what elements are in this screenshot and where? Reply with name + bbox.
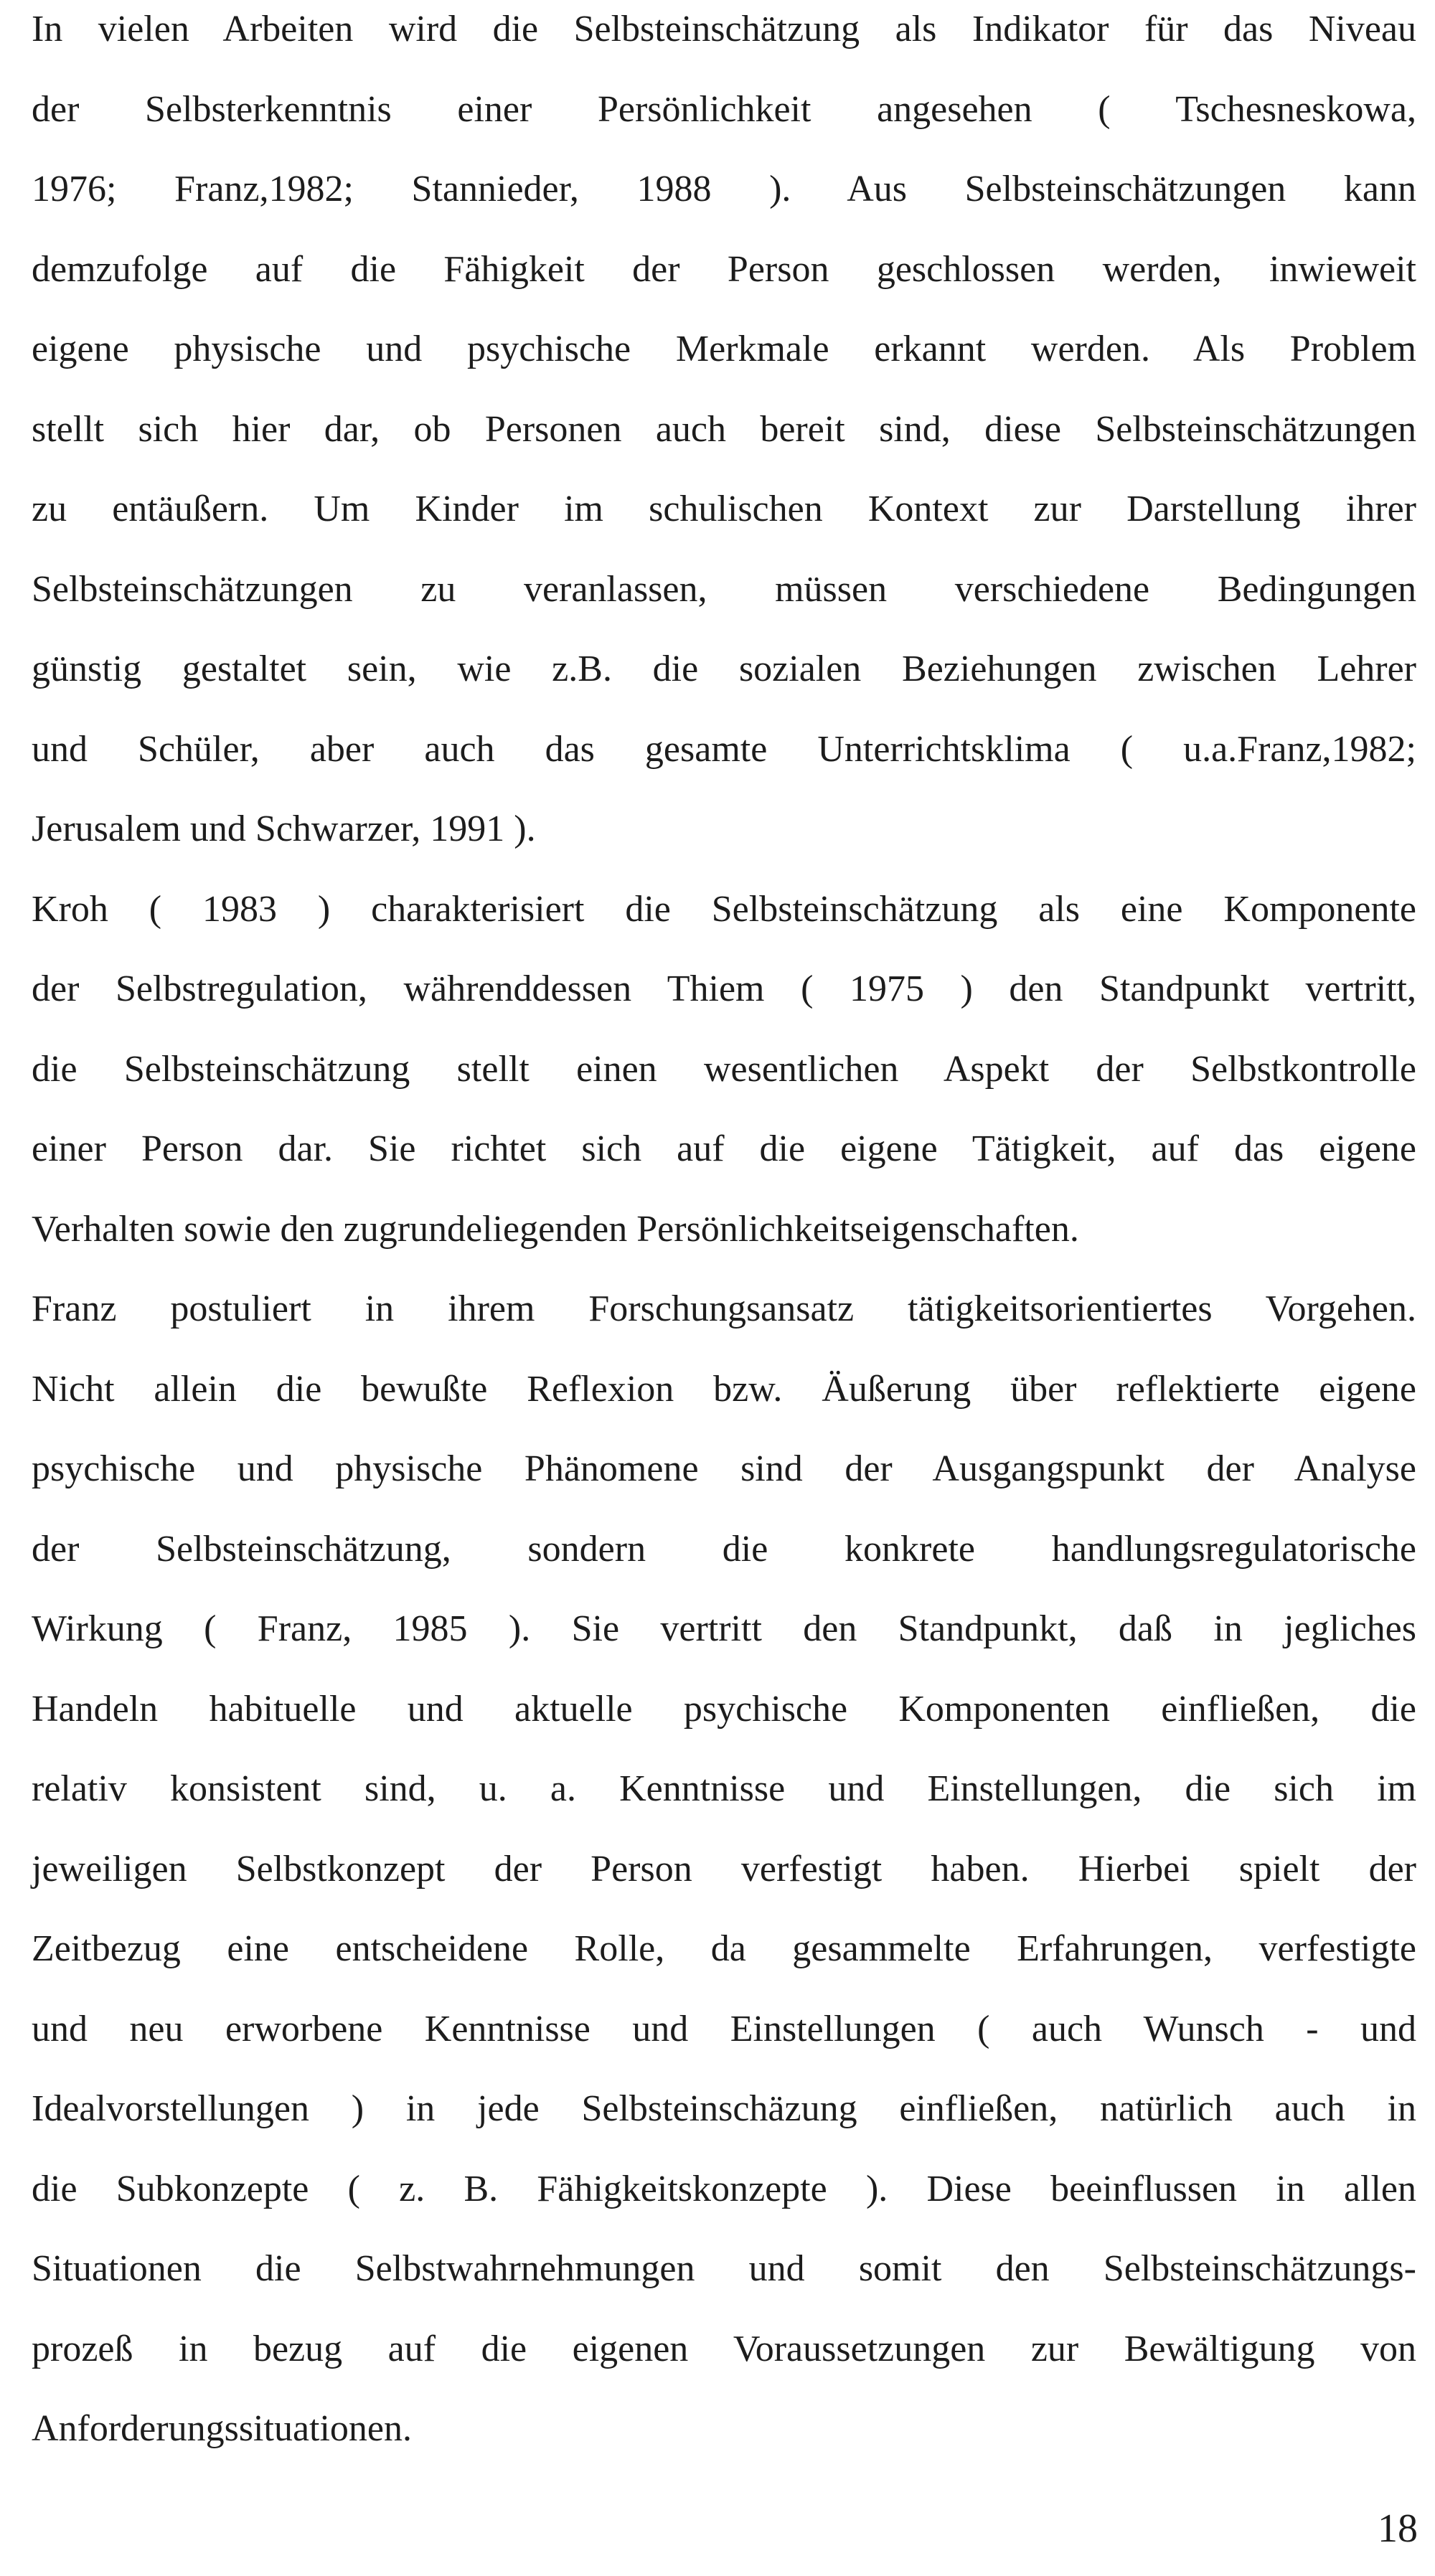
text-line: demzufolge auf die Fähigkeit der Person geschlossen werden, inwieweit xyxy=(32,248,1416,290)
text-line: psychische und physische Phänomene sind der Ausgangspunkt der Analyse xyxy=(32,1448,1416,1489)
paragraph xyxy=(32,0,1416,880)
text-line: jeweiligen Selbstkonzept der Person verfestigt haben. Hierbei spielt der xyxy=(32,1848,1416,1889)
text-line: 1976; Franz,1982; Stannieder, 1988 ). Aus Selbsteinschätzungen kann xyxy=(32,169,1416,209)
text-line: In vielen Arbeiten wird die Selbsteinschätzung als Indikator für das Niveau xyxy=(32,9,1416,49)
text-line: die Selbsteinschätzung stellt einen wesentlichen Aspekt der Selbstkontrolle xyxy=(32,1048,1416,1090)
text-line: und Schüler, aber auch das gesamte Unterrichtsklima ( u.a.Franz,1982; xyxy=(32,728,1416,770)
text-line: eigene physische und psychische Merkmale erkannt werden. Als Problem xyxy=(32,329,1416,369)
paragraph xyxy=(32,880,1416,1280)
text-line: Situationen die Selbstwahrnehmungen und somit den Selbsteinschätzungs- xyxy=(32,2248,1416,2289)
text-line: der Selbstregulation, währenddessen Thiem ( 1975 ) den Standpunkt vertritt, xyxy=(32,968,1416,1009)
text-line: Idealvorstellungen ) in jede Selbsteinschäzung einfließen, natürlich auch in xyxy=(32,2088,1416,2129)
text-line: stellt sich hier dar, ob Personen auch bereit sind, diese Selbsteinschätzungen xyxy=(32,408,1416,450)
paragraph xyxy=(32,1280,1416,2480)
text-line: Wirkung ( Franz, 1985 ). Sie vertritt den Standpunkt, daß in jegliches xyxy=(32,1608,1416,1649)
text-line: Verhalten sowie den zugrundeliegenden Persönlichkeitseigenschaften. xyxy=(32,1208,1079,1250)
text-line: relativ konsistent sind, u. a. Kenntnisse und Einstellungen, die sich im xyxy=(32,1768,1416,1809)
text-line: Jerusalem und Schwarzer, 1991 ). xyxy=(32,808,536,849)
text-line: der Selbsteinschätzung, sondern die konkrete handlungsregulatorische xyxy=(32,1528,1416,1570)
text-line: Selbsteinschätzungen zu veranlassen, müssen verschiedene Bedingungen xyxy=(32,568,1416,610)
page-number: 18 xyxy=(1378,2506,1418,2551)
text-line: Kroh ( 1983 ) charakterisiert die Selbsteinschätzung als eine Komponente xyxy=(32,888,1416,930)
text-line: der Selbsterkenntnis einer Persönlichkeit angesehen ( Tschesneskowa, xyxy=(32,88,1416,130)
text-line: Franz postuliert in ihrem Forschungsansatz tätigkeitsorientiertes Vorgehen. xyxy=(32,1288,1416,1329)
text-line: zu entäußern. Um Kinder im schulischen Kontext zur Darstellung ihrer xyxy=(32,489,1416,529)
text-line: Zeitbezug eine entscheidene Rolle, da gesammelte Erfahrungen, verfestigte xyxy=(32,1928,1416,1969)
text-line: einer Person dar. Sie richtet sich auf die eigene Tätigkeit, auf das eigene xyxy=(32,1128,1416,1169)
text-line: günstig gestaltet sein, wie z.B. die sozialen Beziehungen zwischen Lehrer xyxy=(32,648,1416,689)
text-line: Nicht allein die bewußte Reflexion bzw. Äußerung über reflektierte eigene xyxy=(32,1368,1416,1410)
body-text xyxy=(32,0,1416,2480)
text-line: und neu erworbene Kenntnisse und Einstellungen ( auch Wunsch - und xyxy=(32,2008,1416,2049)
text-line: die Subkonzepte ( z. B. Fähigkeitskonzepte ). Diese beeinflussen in allen xyxy=(32,2168,1416,2209)
text-line: Handeln habituelle und aktuelle psychische Komponenten einfließen, die xyxy=(32,1688,1416,1730)
text-line: prozeß in bezug auf die eigenen Voraussetzungen zur Bewältigung von xyxy=(32,2328,1416,2369)
text-line: Anforderungssituationen. xyxy=(32,2408,413,2449)
